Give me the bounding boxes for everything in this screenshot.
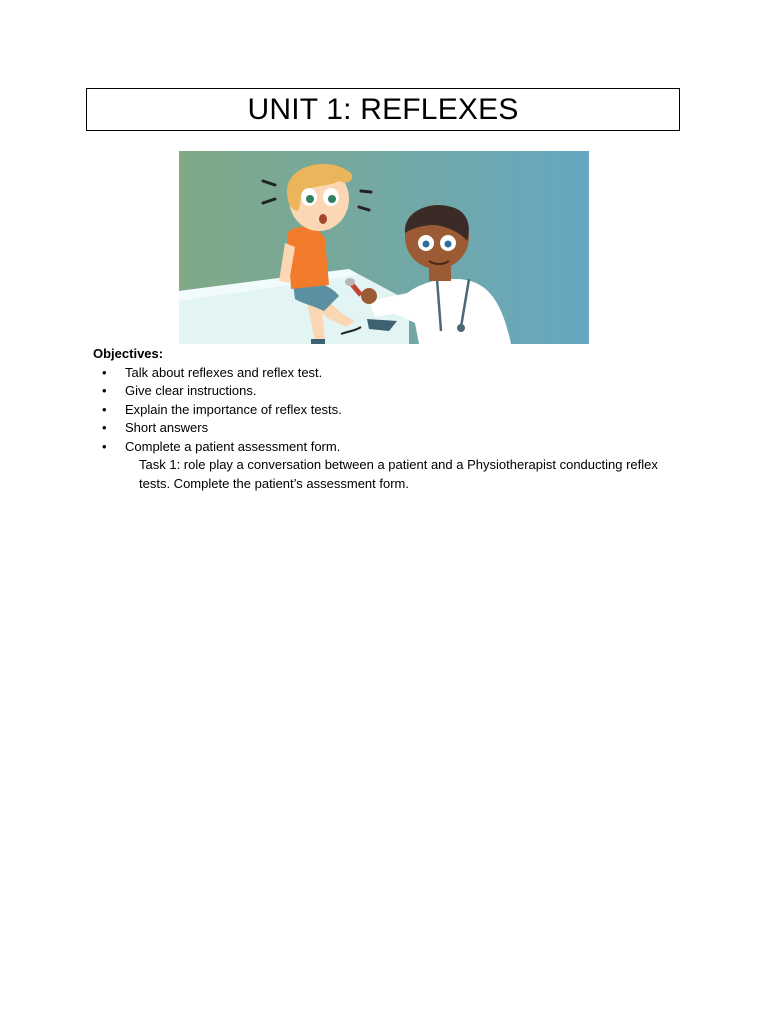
bullet-icon: • (102, 364, 107, 380)
objective-text: Complete a patient assessment form. (125, 438, 341, 454)
objectives-section (93, 345, 693, 493)
title-box (86, 88, 680, 131)
bullet-icon: • (102, 401, 107, 417)
objective-text: Explain the importance of reflex tests. (125, 401, 342, 417)
objective-item (93, 364, 693, 383)
objective-item (93, 401, 693, 420)
objectives-heading: Objectives: (93, 346, 164, 361)
bullet-icon: • (102, 438, 107, 454)
objective-item (93, 419, 693, 438)
task-description: Task 1: role play a conversation between a patient and a Physiotherapist conducting reflex tests. Complete the patient’s assessment form. (139, 457, 658, 491)
objective-item (93, 438, 693, 457)
objective-item (93, 382, 693, 401)
bullet-icon: • (102, 420, 107, 435)
objective-text: Short answers (125, 420, 209, 435)
doctor-reflex-test-illustration (179, 151, 589, 344)
objective-text: Give clear instructions. (125, 383, 257, 398)
page-title: UNIT 1: REFLEXES (247, 92, 519, 126)
bullet-icon: • (102, 383, 107, 398)
objective-text: Talk about reflexes and reflex test. (125, 364, 323, 380)
objectives-list (93, 364, 693, 457)
